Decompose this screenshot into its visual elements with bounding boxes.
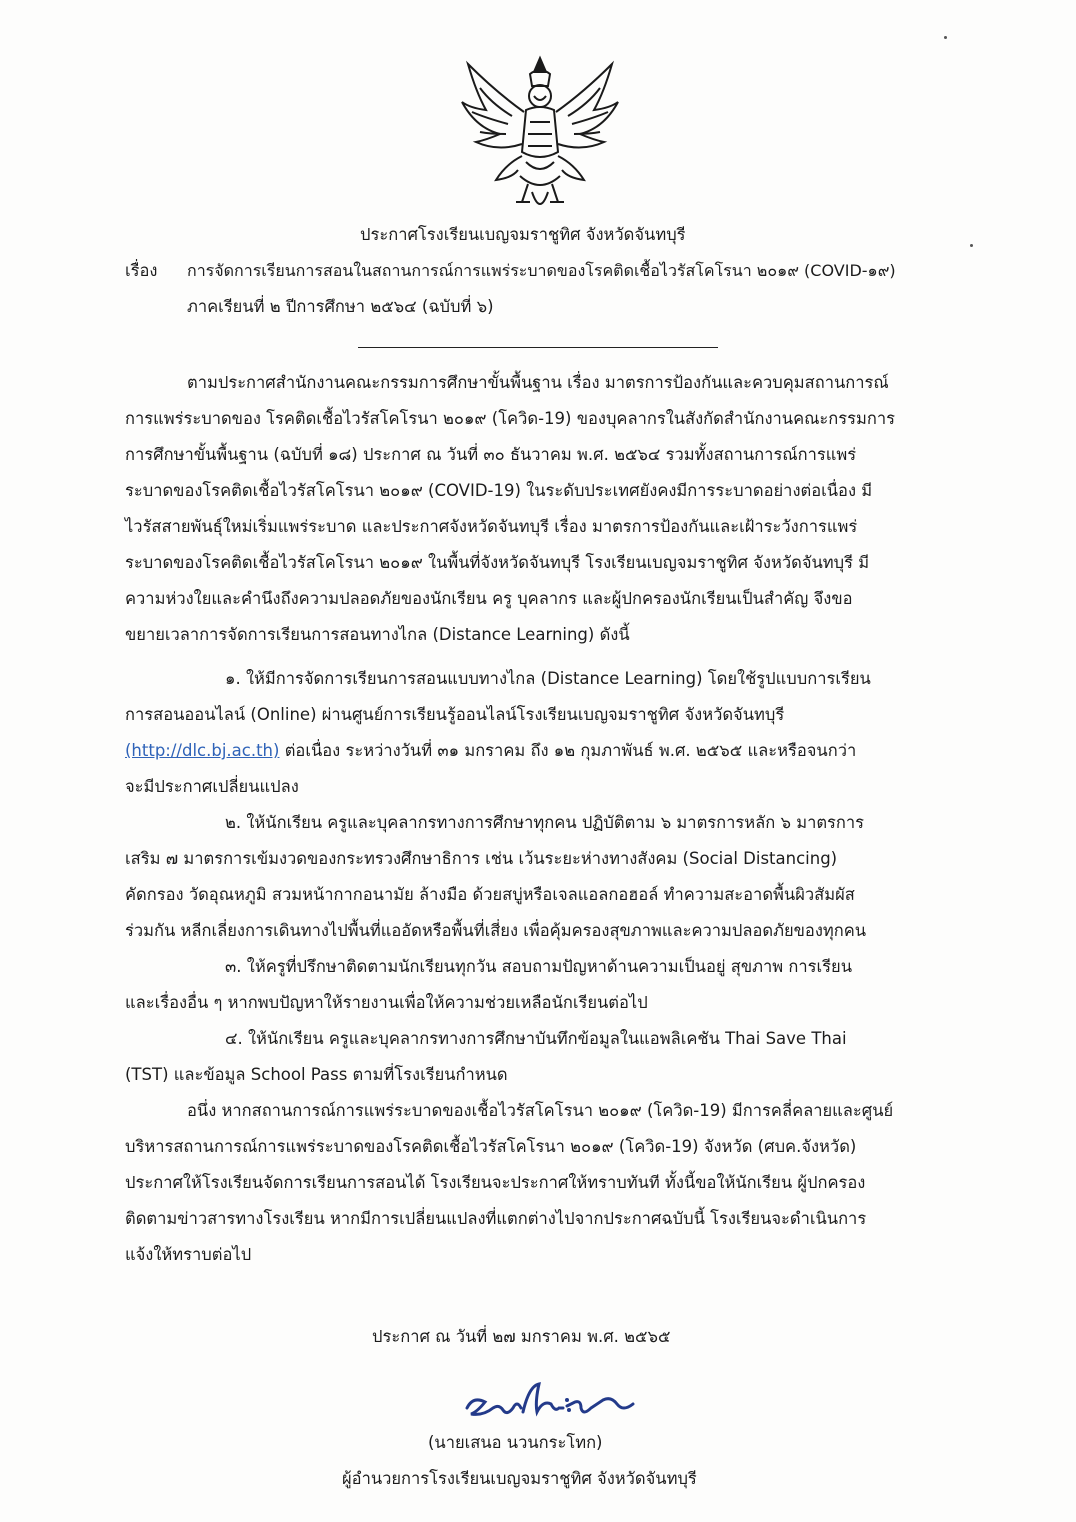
item-1-line: ๑. ให้มีการจัดการเรียนการสอนแบบทางไกล (Distance Learning) โดยใช้รูปแบบการเรียน <box>225 669 871 688</box>
closing-line: บริหารสถานการณ์การแพร่ระบาดของโรคติดเชื้อไวรัสโคโรนา ๒๐๑๙ (โควิด-19) จังหวัด (ศบค.จังหวัด) <box>125 1137 857 1156</box>
intro-line: ขยายเวลาการจัดการเรียนการสอนทางไกล (Distance Learning) ดังนี้ <box>125 625 630 644</box>
announcement-title: ประกาศโรงเรียนเบญจมราชูทิศ จังหวัดจันทบุรี <box>360 225 686 244</box>
intro-line: ตามประกาศสำนักงานคณะกรรมการศึกษาขั้นพื้นฐาน เรื่อง มาตรการป้องกันและควบคุมสถานการณ์ <box>187 373 889 392</box>
closing-line: ติดตามข่าวสารทางโรงเรียน หากมีการเปลี่ยนแปลงที่แตกต่างไปจากประกาศฉบับนี้ โรงเรียนจะดำเนินการ <box>125 1209 867 1228</box>
title-divider <box>358 347 718 348</box>
item-2-line: คัดกรอง วัดอุณหภูมิ สวมหน้ากากอนามัย ล้างมือ ด้วยสบู่หรือเจลแอลกอฮอล์ ทำความสะอาดพื้นผิวสัมผัส <box>125 885 855 904</box>
item-1-line: จะมีประกาศเปลี่ยนแปลง <box>125 777 299 796</box>
announcement-date: ประกาศ ณ วันที่ ๒๗ มกราคม พ.ศ. ๒๕๖๕ <box>372 1327 671 1346</box>
item-2-line: เสริม ๗ มาตรการเข้มงวดของกระทรวงศึกษาธิการ เช่น เว้นระยะห่างทางสังคม (Social Distancing) <box>125 849 838 868</box>
subject-line-1: การจัดการเรียนการสอนในสถานการณ์การแพร่ระบาดของโรคติดเชื้อไวรัสโคโรนา ๒๐๑๙ (COVID-๑๙) <box>187 261 896 280</box>
item-3-line: และเรื่องอื่น ๆ หากพบปัญหาให้รายงานเพื่อให้ความช่วยเหลือนักเรียนต่อไป <box>125 993 648 1012</box>
item-2-line: ๒. ให้นักเรียน ครูและบุคลากรทางการศึกษาทุกคน ปฏิบัติตาม ๖ มาตรการหลัก ๖ มาตรการ <box>225 813 865 832</box>
item-2-line: ร่วมกัน หลีกเลี่ยงการเดินทางไปพื้นที่แออัดหรือพื้นที่เสี่ยง เพื่อคุ้มครองสุขภาพและความปลอดภัยของทุกคน <box>125 921 867 940</box>
handwritten-signature <box>463 1378 638 1422</box>
subject-label: เรื่อง <box>125 261 158 280</box>
signer-title: ผู้อำนวยการโรงเรียนเบญจมราชูทิศ จังหวัดจันทบุรี <box>342 1469 697 1488</box>
subject-line-2: ภาคเรียนที่ ๒ ปีการศึกษา ๒๕๖๔ (ฉบับที่ ๖) <box>187 297 494 316</box>
closing-line: แจ้งให้ทราบต่อไป <box>125 1245 252 1264</box>
signer-name: (นายเสนอ นวนกระโทก) <box>428 1433 603 1452</box>
item-1-line-tail: ต่อเนื่อง ระหว่างวันที่ ๓๑ มกราคม ถึง ๑๒ กุมภาพันธ์ พ.ศ. ๒๕๖๕ และหรือจนกว่า <box>279 741 857 760</box>
intro-line: ความห่วงใยและคำนึงถึงความปลอดภัยของนักเรียน ครู บุคลากร และผู้ปกครองนักเรียนเป็นสำคัญ จึงขอ <box>125 589 853 608</box>
closing-line: อนึ่ง หากสถานการณ์การแพร่ระบาดของเชื้อไวรัสโคโรนา ๒๐๑๙ (โควิด-19) มีการคลี่คลายและศูนย์ <box>187 1101 894 1120</box>
intro-line: ระบาดของโรคติดเชื้อไวรัสโคโรนา ๒๐๑๙ (COVID-19) ในระดับประเทศยังคงมีการระบาดอย่างต่อเนื่อง มี <box>125 481 873 500</box>
item-1-line: การสอนออนไลน์ (Online) ผ่านศูนย์การเรียนรู้ออนไลน์โรงเรียนเบญจมราชูทิศ จังหวัดจันทบุรี <box>125 705 785 724</box>
item-3-line: ๓. ให้ครูที่ปรึกษาติดตามนักเรียนทุกวัน สอบถามปัญหาด้านความเป็นอยู่ สุขภาพ การเรียน <box>225 957 852 976</box>
dlc-link[interactable]: (http://dlc.bj.ac.th) <box>125 741 280 760</box>
garuda-emblem-icon <box>456 52 624 220</box>
intro-line: การแพร่ระบาดของ โรคติดเชื้อไวรัสโคโรนา ๒๐๑๙ (โควิด-19) ของบุคลากรในสังกัดสำนักงานคณะกรรมการ <box>125 409 895 428</box>
intro-line: การศึกษาขั้นพื้นฐาน (ฉบับที่ ๑๘) ประกาศ ณ วันที่ ๓๐ ธันวาคม พ.ศ. ๒๕๖๔ รวมทั้งสถานการณ์การแพร่ <box>125 445 857 464</box>
item-4-line: (TST) และข้อมูล School Pass ตามที่โรงเรียนกำหนด <box>125 1065 508 1084</box>
scan-speck <box>970 244 973 247</box>
scan-speck <box>944 36 947 39</box>
intro-line: ระบาดของโรคติดเชื้อไวรัสโคโรนา ๒๐๑๙ ในพื้นที่จังหวัดจันทบุรี โรงเรียนเบญจมราชูทิศ จังหวัดจันทบุรี มี <box>125 553 870 572</box>
item-1-link-line <box>125 740 856 762</box>
item-4-line: ๔. ให้นักเรียน ครูและบุคลากรทางการศึกษาบันทึกข้อมูลในแอพลิเคชัน Thai Save Thai <box>225 1029 847 1048</box>
intro-line: ไวรัสสายพันธุ์ใหม่เริ่มแพร่ระบาด และประกาศจังหวัดจันทบุรี เรื่อง มาตรการป้องกันและเฝ้าระวังการแพร่ <box>125 517 858 536</box>
closing-line: ประกาศให้โรงเรียนจัดการเรียนการสอนได้ โรงเรียนจะประกาศให้ทราบทันที ทั้งนี้ขอให้นักเรียน ผู้ปกครอง <box>125 1173 866 1192</box>
